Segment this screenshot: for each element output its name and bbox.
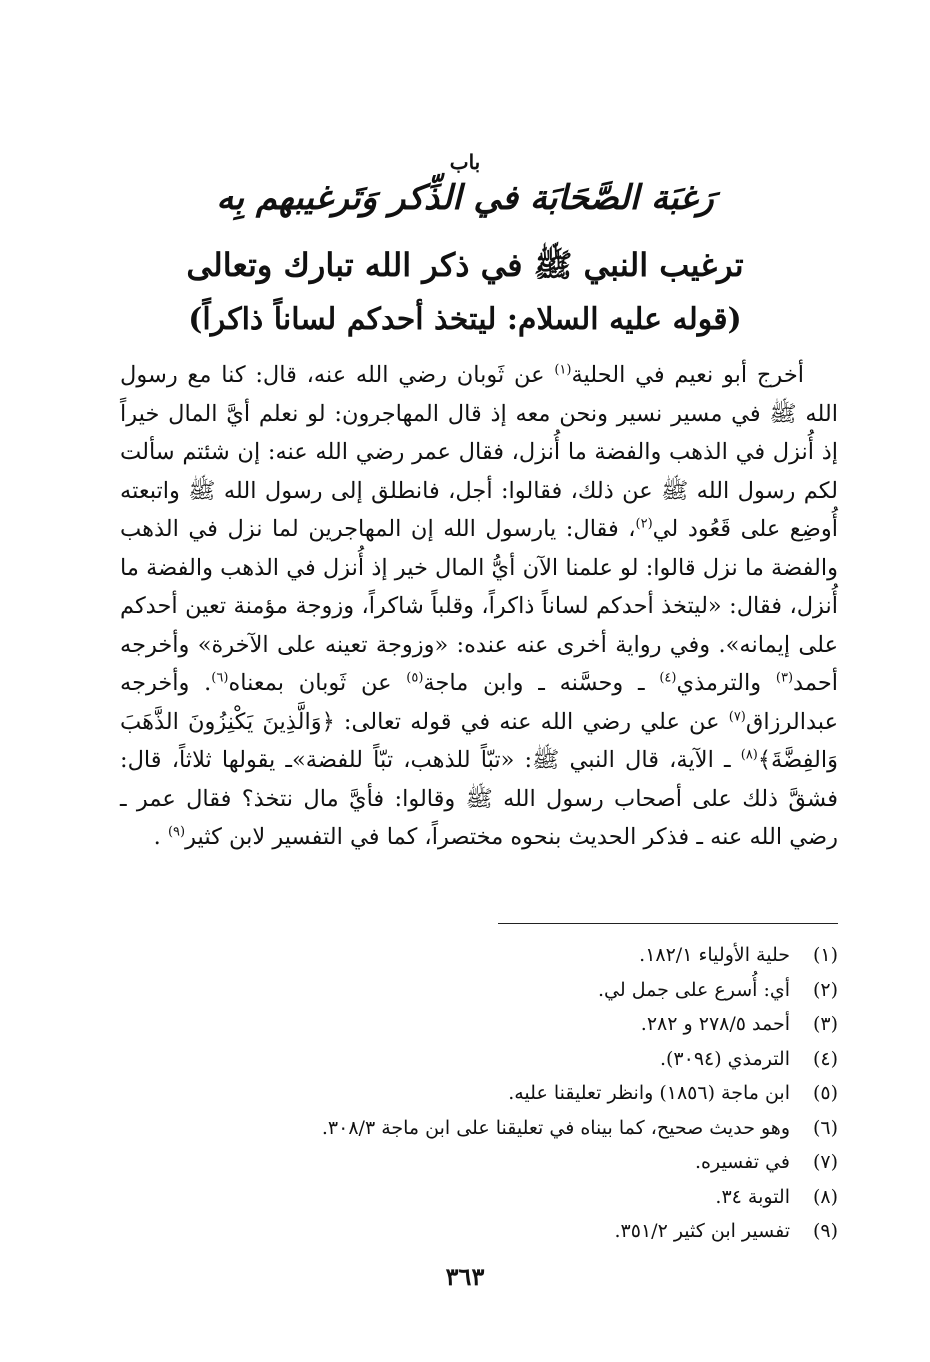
footnote-ref[interactable]: (٥) — [406, 670, 424, 686]
text-run: عن علي رضي الله عنه في قوله تعالى: ﴿وَالَّذِينَ يَكْنِزُونَ الذَّهَبَ وَالفِضَّةَ﴾ — [120, 708, 838, 773]
footnote-ref[interactable]: (١) — [554, 362, 572, 378]
footnote-number: (٦) — [812, 1116, 838, 1139]
footnote-text: حلية الأولياء ١٨٢/١. — [639, 944, 790, 967]
footnote-ref[interactable]: (٦) — [211, 670, 229, 686]
footnote-number: (٩) — [812, 1220, 838, 1243]
footnote-item — [138, 973, 838, 1008]
footnote-number: (٣) — [812, 1013, 838, 1036]
section-subtitle: (قوله عليه السلام: ليتخذ أحدكم لساناً ذاكراً) — [188, 302, 742, 337]
footnote-number: (٤) — [812, 1047, 838, 1070]
footnote-ref[interactable]: (٧) — [728, 709, 746, 724]
text-run: عن ثَوبان بمعناه — [228, 670, 407, 696]
footnote-text: تفسير ابن كثير ٣٥١/٢. — [614, 1220, 790, 1243]
text-run: أخرج أبو نعيم في الحلية — [571, 362, 804, 388]
footnote-number: (٥) — [812, 1082, 838, 1105]
footnote-ref[interactable]: (٢) — [635, 516, 653, 532]
footnote-item — [138, 1007, 838, 1042]
footnote-item — [138, 1111, 838, 1146]
footnote-number: (٢) — [812, 978, 838, 1001]
footnote-text: التوبة ٣٤. — [715, 1185, 790, 1208]
chapter-title-calligraphic: رَغبَة الصَّحَابَة في الذِّكر وَتَرغيبهم بِه — [216, 178, 714, 218]
footnote-item — [138, 1145, 838, 1180]
footnote-ref[interactable]: (٨) — [740, 747, 758, 763]
footnote-text: أحمد ٢٧٨/٥ و ٢٨٢. — [640, 1013, 790, 1036]
footnote-text: أي: أُسرع على جمل لي. — [598, 978, 790, 1001]
text-run: ـ وحسَّنه ـ وابن ماجة — [423, 670, 660, 696]
text-run: ، فقال: يارسول الله إن المهاجرين لما نزل في الذهب والفضة ما نزل قالوا: لو علمنا الآن أيُّ المال خير إذ أُنزل في الذهب والفضة ما أُنزل، فقال: «ليتخذ أحدكم لساناً ذاكراً، وقلباً شاكراً، وزوجة مؤمنة تعين أحدكم على إيمانه». وفي رواية أخرى عنه عنده: «وزوجة تعينه على الآخرة» وأخرجه أحمد — [120, 516, 838, 696]
footnote-text: وهو حديث صحيح، كما بيناه في تعليقنا على ابن ماجة ٣٠٨/٣. — [321, 1116, 790, 1139]
footnote-number: (٧) — [812, 1151, 838, 1174]
footnote-number: (٨) — [812, 1185, 838, 1208]
footnotes-list — [138, 938, 838, 1249]
text-run: . — [153, 824, 168, 850]
page-number: ٣٦٣ — [445, 1262, 485, 1291]
footnote-item — [138, 1076, 838, 1111]
text-run: عن ثَوبان رضي الله عنه، قال: كنا مع رسول الله ﷺ في مسير نسير ونحن معه إذ قال المهاجرون: لو نعلم أيَّ المال خيراً إذ أُنزل في الذهب والفضة ما أُنزل، فقال عمر رضي الله عنه: إن شئتم سألت لكم رسول الله ﷺ عن ذلك، فقالوا: أجل، فانطلق إلى رسول الله ﷺ واتبعته أُوضِع على قَعُود لي — [120, 362, 838, 542]
footnote-ref[interactable]: (٣) — [775, 670, 794, 686]
footnote-ref[interactable]: (٤) — [659, 670, 677, 686]
footnote-divider — [498, 923, 838, 924]
chapter-label: باب — [449, 150, 481, 174]
footnote-text: الترمذي (٣٠٩٤). — [659, 1047, 790, 1070]
footnote-item — [138, 1180, 838, 1215]
footnote-ref[interactable]: (٩) — [167, 824, 186, 840]
footnote-item — [138, 1214, 838, 1249]
main-text — [120, 356, 838, 857]
text-run: ـ الآية، قال النبي ﷺ: «تبّاً للذهب، تبّاً للفضة»ـ يقولها ثلاثاً، قال: فشقَّ ذلك على أصحاب رسول الله ﷺ وقالوا: فأيَّ مال نتخذ؟ فقال عمر ـ رضي الله عنه ـ فذكر الحديث بنحوه مختصراً، كما في التفسير لابن كثير — [120, 747, 838, 850]
footnote-text: ابن ماجة (١٨٥٦) وانظر تعليقنا عليه. — [508, 1082, 790, 1105]
section-title: ترغيب النبي ﷺ في ذكر الله تبارك وتعالى — [186, 246, 744, 284]
footnote-text: في تفسيره. — [694, 1151, 790, 1174]
footnote-item — [138, 938, 838, 973]
footnote-item — [138, 1042, 838, 1077]
paragraph — [120, 356, 838, 857]
footnote-number: (١) — [812, 944, 838, 967]
text-run: . وأخرجه عبدالرزاق — [120, 670, 838, 735]
text-run: والترمذي — [676, 670, 776, 696]
